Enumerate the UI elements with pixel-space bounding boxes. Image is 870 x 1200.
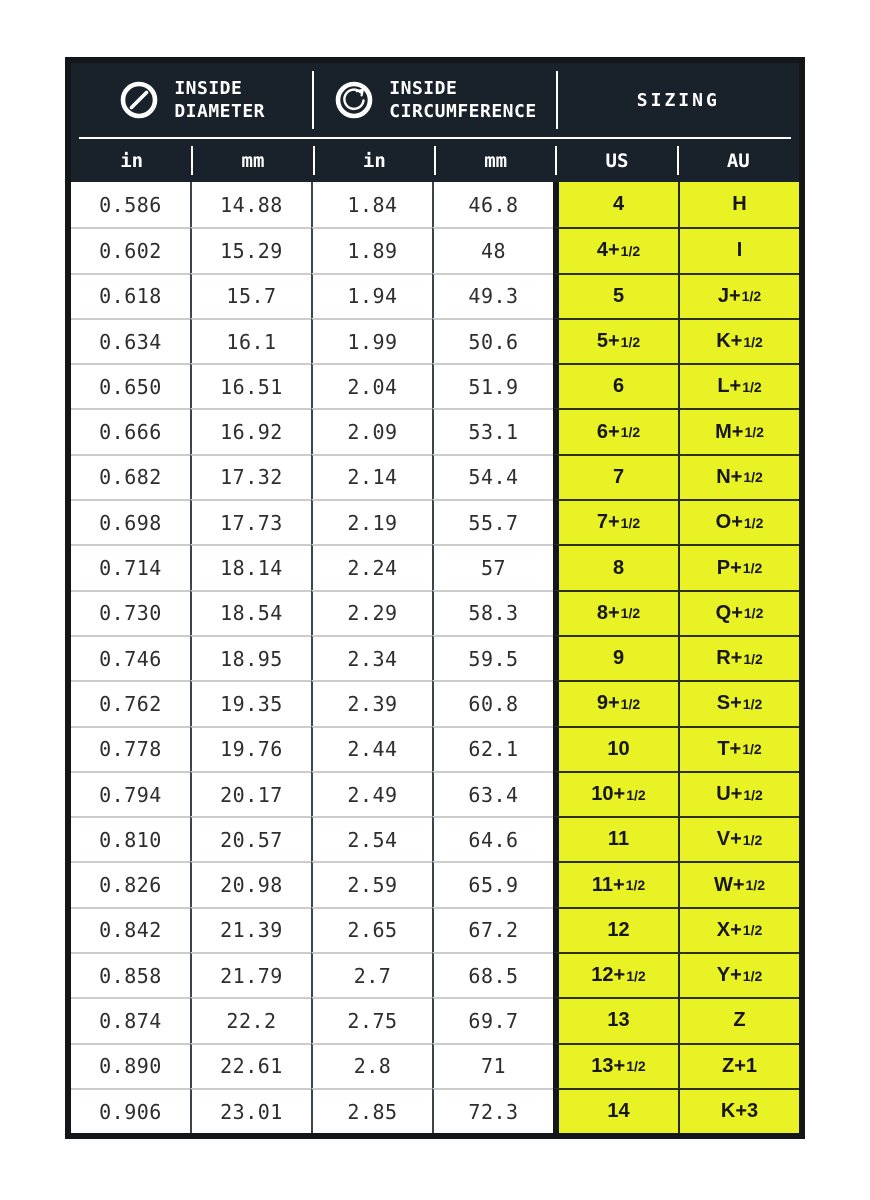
measurement-cell: 18.14 (190, 544, 311, 589)
half-fraction: 1/2 (742, 378, 762, 395)
diameter-icon (118, 79, 160, 121)
measurement-cell: 0.682 (71, 454, 190, 499)
measurement-cell: 0.778 (71, 726, 190, 771)
measurement-cell: 0.874 (71, 997, 190, 1042)
table-row (71, 861, 799, 906)
measurement-cell: 16.92 (190, 408, 311, 453)
measurement-cell: 72.3 (432, 1088, 553, 1133)
table-row (71, 680, 799, 725)
measurement-cell: 22.2 (190, 997, 311, 1042)
size-cell: 12+ 1/2 (553, 952, 678, 997)
measurement-cell: 21.79 (190, 952, 311, 997)
size-cell: 4 (553, 182, 678, 227)
table-row (71, 408, 799, 453)
measurement-cell: 53.1 (432, 408, 553, 453)
size-cell: I (678, 227, 799, 272)
size-cell: 7 (553, 454, 678, 499)
measurement-cell: 2.65 (311, 907, 432, 952)
size-cell: R+ 1/2 (678, 635, 799, 680)
size-cell: 14 (553, 1088, 678, 1133)
measurement-cell: 57 (432, 544, 553, 589)
table-row (71, 499, 799, 544)
size-cell: J+ 1/2 (678, 273, 799, 318)
half-fraction: 1/2 (744, 424, 764, 441)
measurement-cell: 18.95 (190, 635, 311, 680)
measurement-cell: 54.4 (432, 454, 553, 499)
measurement-cell: 0.858 (71, 952, 190, 997)
table-row (71, 726, 799, 771)
measurement-cell: 0.762 (71, 680, 190, 725)
measurement-cell: 2.44 (311, 726, 432, 771)
measurement-cell: 2.85 (311, 1088, 432, 1133)
half-fraction: 1/2 (620, 242, 641, 259)
measurement-cell: 0.618 (71, 273, 190, 318)
size-cell: 10+ 1/2 (553, 771, 678, 816)
size-cell: 13 (553, 997, 678, 1042)
table-row (71, 454, 799, 499)
measurement-cell: 16.1 (190, 318, 311, 363)
size-cell: 7+ 1/2 (553, 499, 678, 544)
measurement-cell: 1.99 (311, 318, 432, 363)
measurement-cell: 59.5 (432, 635, 553, 680)
measurement-cell: 2.39 (311, 680, 432, 725)
measurement-cell: 20.98 (190, 861, 311, 906)
size-cell: H (678, 182, 799, 227)
group-sizing (558, 63, 799, 137)
measurement-cell: 0.842 (71, 907, 190, 952)
measurement-cell: 15.29 (190, 227, 311, 272)
measurement-cell: 16.51 (190, 363, 311, 408)
measurement-cell: 14.88 (190, 182, 311, 227)
size-cell: 10 (553, 726, 678, 771)
table-row (71, 635, 799, 680)
measurement-cell: 58.3 (432, 590, 553, 635)
measurement-cell: 17.32 (190, 454, 311, 499)
size-cell: P+ 1/2 (678, 544, 799, 589)
table-row (71, 1088, 799, 1133)
table-row (71, 182, 799, 227)
half-fraction: 1/2 (742, 741, 762, 758)
half-fraction: 1/2 (742, 922, 763, 939)
table-row (71, 227, 799, 272)
size-cell: 11 (553, 816, 678, 861)
group-label-sizing: SIZING (636, 89, 720, 111)
size-cell: U+ 1/2 (678, 771, 799, 816)
size-cell: 4+ 1/2 (553, 227, 678, 272)
measurement-cell: 63.4 (432, 771, 553, 816)
size-cell: Z (678, 997, 799, 1042)
measurement-cell: 48 (432, 227, 553, 272)
measurement-cell: 0.602 (71, 227, 190, 272)
measurement-cell: 20.17 (190, 771, 311, 816)
size-cell: 13+ 1/2 (553, 1043, 678, 1088)
measurement-cell: 20.57 (190, 816, 311, 861)
measurement-cell: 0.906 (71, 1088, 190, 1133)
column-header-us-size: US (556, 139, 677, 182)
size-cell: 5 (553, 273, 678, 318)
table-row (71, 318, 799, 363)
table-row (71, 952, 799, 997)
size-cell: M+ 1/2 (678, 408, 799, 453)
column-header-diameter-in: in (120, 149, 144, 172)
column-header-circumference-mm: mm (435, 139, 556, 182)
group-label-inside-circumference: INSIDE CIRCUMFERENCE (389, 77, 537, 122)
measurement-cell: 19.76 (190, 726, 311, 771)
size-cell: Y+ 1/2 (678, 952, 799, 997)
measurement-cell: 1.94 (311, 273, 432, 318)
measurement-cell: 17.73 (190, 499, 311, 544)
measurement-cell: 0.730 (71, 590, 190, 635)
size-cell: K+3 (678, 1088, 799, 1133)
measurement-cell: 23.01 (190, 1088, 311, 1133)
size-cell: 6+ 1/2 (553, 408, 678, 453)
size-cell: 9 (553, 635, 678, 680)
half-fraction: 1/2 (620, 333, 641, 350)
group-inside-diameter (71, 63, 312, 137)
measurement-cell: 2.04 (311, 363, 432, 408)
table-body (71, 182, 799, 1133)
size-cell: 8+ 1/2 (553, 590, 678, 635)
measurement-cell: 0.746 (71, 635, 190, 680)
measurement-cell: 68.5 (432, 952, 553, 997)
size-cell: W+ 1/2 (678, 861, 799, 906)
half-fraction: 1/2 (742, 560, 763, 577)
measurement-cell: 18.54 (190, 590, 311, 635)
measurement-cell: 0.650 (71, 363, 190, 408)
measurement-cell: 2.54 (311, 816, 432, 861)
measurement-cell: 2.8 (311, 1043, 432, 1088)
half-fraction: 1/2 (620, 424, 641, 441)
half-fraction: 1/2 (742, 967, 763, 984)
table-row (71, 997, 799, 1042)
measurement-cell: 51.9 (432, 363, 553, 408)
half-fraction: 1/2 (626, 786, 646, 803)
measurement-cell: 1.89 (311, 227, 432, 272)
group-inside-circumference (314, 63, 555, 137)
measurement-cell: 65.9 (432, 861, 553, 906)
measurement-cell: 0.666 (71, 408, 190, 453)
table-row (71, 907, 799, 952)
measurement-cell: 55.7 (432, 499, 553, 544)
measurement-cell: 2.24 (311, 544, 432, 589)
size-cell: T+ 1/2 (678, 726, 799, 771)
size-cell: 6 (553, 363, 678, 408)
measurement-cell: 46.8 (432, 182, 553, 227)
table-row (71, 1043, 799, 1088)
half-fraction: 1/2 (743, 469, 763, 486)
half-fraction: 1/2 (745, 877, 766, 894)
measurement-cell: 71 (432, 1043, 553, 1088)
column-header-circumference-in: in (314, 139, 435, 182)
half-fraction: 1/2 (742, 831, 763, 848)
size-cell: V+ 1/2 (678, 816, 799, 861)
measurement-cell: 19.35 (190, 680, 311, 725)
half-fraction: 1/2 (743, 650, 763, 667)
table-row (71, 816, 799, 861)
column-header-au-size: AU (678, 139, 799, 182)
table-row (71, 363, 799, 408)
size-cell: O+ 1/2 (678, 499, 799, 544)
half-fraction: 1/2 (743, 333, 763, 350)
half-fraction: 1/2 (620, 605, 641, 622)
size-cell: 5+ 1/2 (553, 318, 678, 363)
size-cell: N+ 1/2 (678, 454, 799, 499)
measurement-cell: 0.826 (71, 861, 190, 906)
measurement-cell: 2.19 (311, 499, 432, 544)
size-cell: 8 (553, 544, 678, 589)
group-label-inside-diameter: INSIDE DIAMETER (174, 77, 266, 122)
column-header-diameter-mm: mm (192, 139, 313, 182)
half-fraction: 1/2 (625, 877, 646, 894)
half-fraction: 1/2 (743, 514, 764, 531)
measurement-cell: 49.3 (432, 273, 553, 318)
measurement-cell: 22.61 (190, 1043, 311, 1088)
size-cell: Z+1 (678, 1043, 799, 1088)
units-header-row (71, 139, 799, 182)
size-cell: X+ 1/2 (678, 907, 799, 952)
measurement-cell: 2.59 (311, 861, 432, 906)
table-row (71, 544, 799, 589)
table-row (71, 590, 799, 635)
measurement-cell: 67.2 (432, 907, 553, 952)
half-fraction: 1/2 (620, 514, 641, 531)
measurement-cell: 1.84 (311, 182, 432, 227)
measurement-cell: 2.49 (311, 771, 432, 816)
measurement-cell: 50.6 (432, 318, 553, 363)
measurement-cell: 0.698 (71, 499, 190, 544)
measurement-cell: 21.39 (190, 907, 311, 952)
half-fraction: 1/2 (743, 605, 764, 622)
measurement-cell: 62.1 (432, 726, 553, 771)
measurement-cell: 2.7 (311, 952, 432, 997)
size-cell: S+ 1/2 (678, 680, 799, 725)
table-row (71, 771, 799, 816)
size-cell: 9+ 1/2 (553, 680, 678, 725)
half-fraction: 1/2 (626, 1058, 646, 1075)
measurement-cell: 2.75 (311, 997, 432, 1042)
measurement-cell: 60.8 (432, 680, 553, 725)
circumference-icon (333, 79, 375, 121)
measurement-cell: 64.6 (432, 816, 553, 861)
chart-header (71, 63, 799, 182)
size-cell: K+ 1/2 (678, 318, 799, 363)
measurement-cell: 0.634 (71, 318, 190, 363)
group-header-row (71, 63, 799, 137)
measurement-cell: 15.7 (190, 273, 311, 318)
measurement-cell: 69.7 (432, 997, 553, 1042)
size-cell: 11+ 1/2 (553, 861, 678, 906)
half-fraction: 1/2 (620, 695, 641, 712)
size-cell: Q+ 1/2 (678, 590, 799, 635)
measurement-cell: 0.810 (71, 816, 190, 861)
half-fraction: 1/2 (743, 786, 763, 803)
measurement-cell: 2.14 (311, 454, 432, 499)
half-fraction: 1/2 (626, 967, 646, 984)
measurement-cell: 0.714 (71, 544, 190, 589)
size-cell: L+ 1/2 (678, 363, 799, 408)
half-fraction: 1/2 (741, 288, 762, 305)
measurement-cell: 0.794 (71, 771, 190, 816)
measurement-cell: 0.586 (99, 192, 162, 217)
measurement-cell: 2.29 (311, 590, 432, 635)
half-fraction: 1/2 (742, 695, 763, 712)
ring-size-chart (65, 57, 805, 1139)
measurement-cell: 2.09 (311, 408, 432, 453)
measurement-cell: 0.890 (71, 1043, 190, 1088)
measurement-cell: 2.34 (311, 635, 432, 680)
size-cell: 12 (553, 907, 678, 952)
table-row (71, 273, 799, 318)
